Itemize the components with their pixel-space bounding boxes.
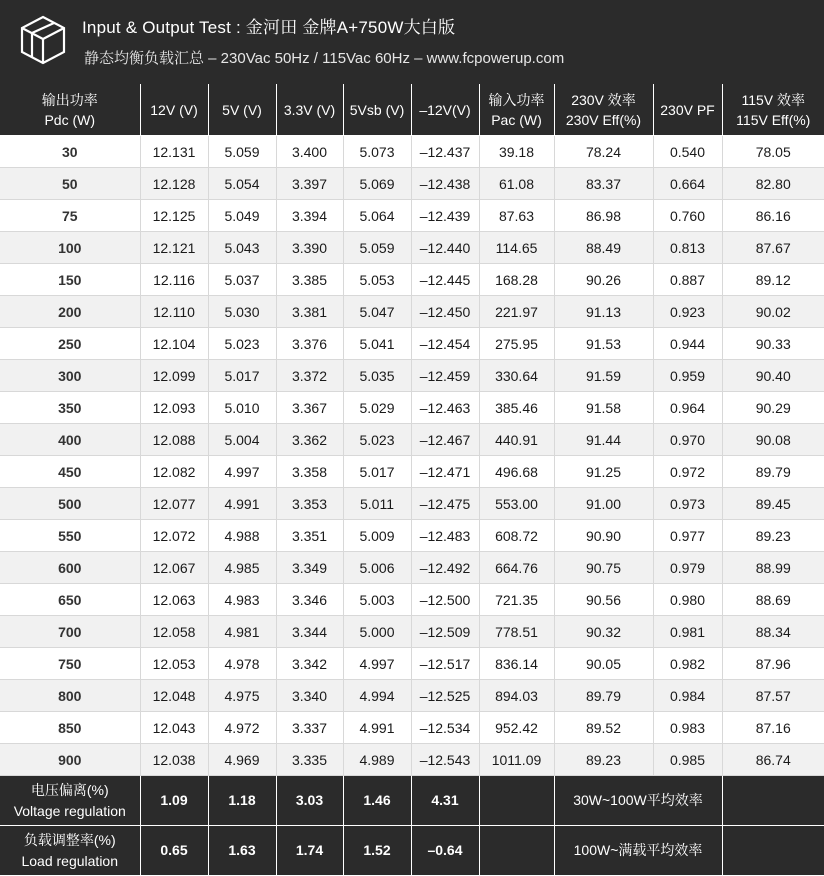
value-cell: 90.32 <box>554 616 653 648</box>
value-cell: 5.010 <box>208 392 276 424</box>
value-cell: –12.437 <box>411 136 479 168</box>
summary-value: 1.18 <box>208 776 276 826</box>
table-row <box>0 712 824 744</box>
value-cell: 4.991 <box>343 712 411 744</box>
value-cell: 78.24 <box>554 136 653 168</box>
table-row <box>0 520 824 552</box>
value-cell: 0.980 <box>653 584 722 616</box>
column-header-line2: 115V Eff(%) <box>736 111 811 128</box>
value-cell: 5.049 <box>208 200 276 232</box>
column-header-line1: 12V (V) <box>150 101 198 118</box>
value-cell: 12.110 <box>140 296 208 328</box>
average-efficiency-label: 30W~100W平均效率 <box>554 776 722 826</box>
summary-row <box>0 826 824 876</box>
column-header <box>140 84 208 136</box>
value-cell: 3.394 <box>276 200 343 232</box>
value-cell: 88.99 <box>722 552 824 584</box>
summary-label-cn: 负载调整率(%) <box>23 831 116 848</box>
value-cell: 0.984 <box>653 680 722 712</box>
value-cell: 87.16 <box>722 712 824 744</box>
value-cell: 894.03 <box>479 680 554 712</box>
value-cell: –12.500 <box>411 584 479 616</box>
column-header-line1: 230V 效率 <box>571 91 636 108</box>
value-cell: 496.68 <box>479 456 554 488</box>
value-cell: 0.664 <box>653 168 722 200</box>
value-cell: –12.483 <box>411 520 479 552</box>
value-cell: –12.543 <box>411 744 479 776</box>
value-cell: 0.977 <box>653 520 722 552</box>
value-cell: 4.988 <box>208 520 276 552</box>
value-cell: –12.445 <box>411 264 479 296</box>
value-cell: 86.16 <box>722 200 824 232</box>
value-cell: 5.059 <box>208 136 276 168</box>
value-cell: 91.59 <box>554 360 653 392</box>
value-cell: 3.367 <box>276 392 343 424</box>
summary-label-cn: 电压偏离(%) <box>30 781 109 798</box>
load-cell: 30 <box>0 136 140 168</box>
value-cell: 86.98 <box>554 200 653 232</box>
column-header <box>479 84 554 136</box>
value-cell: 90.26 <box>554 264 653 296</box>
value-cell: –12.475 <box>411 488 479 520</box>
value-cell: 0.923 <box>653 296 722 328</box>
value-cell: 5.030 <box>208 296 276 328</box>
load-cell: 550 <box>0 520 140 552</box>
value-cell: 3.372 <box>276 360 343 392</box>
value-cell: 3.362 <box>276 424 343 456</box>
value-cell: 5.035 <box>343 360 411 392</box>
load-cell: 350 <box>0 392 140 424</box>
value-cell: 3.390 <box>276 232 343 264</box>
value-cell: 5.029 <box>343 392 411 424</box>
value-cell: 3.381 <box>276 296 343 328</box>
value-cell: 221.97 <box>479 296 554 328</box>
value-cell: 90.29 <box>722 392 824 424</box>
results-table <box>0 84 824 875</box>
value-cell: 330.64 <box>479 360 554 392</box>
value-cell: 3.337 <box>276 712 343 744</box>
load-cell: 400 <box>0 424 140 456</box>
table-row <box>0 424 824 456</box>
value-cell: 0.813 <box>653 232 722 264</box>
value-cell: 0.972 <box>653 456 722 488</box>
table-row <box>0 488 824 520</box>
value-cell: 3.353 <box>276 488 343 520</box>
value-cell: 39.18 <box>479 136 554 168</box>
value-cell: 0.979 <box>653 552 722 584</box>
value-cell: 12.038 <box>140 744 208 776</box>
value-cell: 114.65 <box>479 232 554 264</box>
summary-label <box>0 826 140 876</box>
table-row <box>0 616 824 648</box>
value-cell: 3.346 <box>276 584 343 616</box>
table-row <box>0 648 824 680</box>
summary-value: 0.65 <box>140 826 208 876</box>
load-cell: 200 <box>0 296 140 328</box>
value-cell: 553.00 <box>479 488 554 520</box>
value-cell: 0.981 <box>653 616 722 648</box>
value-cell: –12.450 <box>411 296 479 328</box>
table-row <box>0 680 824 712</box>
column-header-line1: 230V PF <box>660 101 715 118</box>
page-title: Input & Output Test : 金河田 金牌A+750W大白版 <box>82 18 456 37</box>
column-header <box>653 84 722 136</box>
load-cell: 150 <box>0 264 140 296</box>
value-cell: 89.23 <box>722 520 824 552</box>
value-cell: 5.017 <box>208 360 276 392</box>
value-cell: –12.467 <box>411 424 479 456</box>
load-cell: 250 <box>0 328 140 360</box>
value-cell: 4.994 <box>343 680 411 712</box>
value-cell: 87.63 <box>479 200 554 232</box>
table-row <box>0 584 824 616</box>
value-cell: 90.08 <box>722 424 824 456</box>
load-cell: 100 <box>0 232 140 264</box>
summary-label-en: Voltage regulation <box>13 802 126 819</box>
load-cell: 450 <box>0 456 140 488</box>
value-cell: 5.009 <box>343 520 411 552</box>
value-cell: 0.970 <box>653 424 722 456</box>
value-cell: 5.059 <box>343 232 411 264</box>
value-cell: 0.887 <box>653 264 722 296</box>
table-header <box>0 84 824 136</box>
value-cell: 78.05 <box>722 136 824 168</box>
table-row <box>0 200 824 232</box>
value-cell: –12.525 <box>411 680 479 712</box>
load-cell: 800 <box>0 680 140 712</box>
value-cell: 0.983 <box>653 712 722 744</box>
value-cell: 4.975 <box>208 680 276 712</box>
summary-value: 4.31 <box>411 776 479 826</box>
column-header-line1: 5V (V) <box>222 101 262 118</box>
load-cell: 700 <box>0 616 140 648</box>
summary-empty-cell <box>479 826 554 876</box>
blank-cell <box>722 826 824 876</box>
value-cell: 5.006 <box>343 552 411 584</box>
value-cell: 721.35 <box>479 584 554 616</box>
value-cell: 3.376 <box>276 328 343 360</box>
value-cell: 168.28 <box>479 264 554 296</box>
summary-row <box>0 776 824 826</box>
value-cell: 12.104 <box>140 328 208 360</box>
value-cell: 440.91 <box>479 424 554 456</box>
value-cell: 88.69 <box>722 584 824 616</box>
value-cell: 0.985 <box>653 744 722 776</box>
load-cell: 50 <box>0 168 140 200</box>
value-cell: 12.082 <box>140 456 208 488</box>
value-cell: 3.340 <box>276 680 343 712</box>
value-cell: 3.351 <box>276 520 343 552</box>
summary-value: 1.74 <box>276 826 343 876</box>
value-cell: 5.017 <box>343 456 411 488</box>
table-row <box>0 360 824 392</box>
value-cell: 91.53 <box>554 328 653 360</box>
summary-value: 1.63 <box>208 826 276 876</box>
value-cell: –12.459 <box>411 360 479 392</box>
value-cell: 12.058 <box>140 616 208 648</box>
value-cell: 0.973 <box>653 488 722 520</box>
value-cell: 3.358 <box>276 456 343 488</box>
value-cell: 5.073 <box>343 136 411 168</box>
table-row <box>0 296 824 328</box>
column-header <box>276 84 343 136</box>
column-header-line2: Pac (W) <box>491 111 542 128</box>
value-cell: 82.80 <box>722 168 824 200</box>
value-cell: 5.054 <box>208 168 276 200</box>
column-header-line2: 230V Eff(%) <box>565 111 642 128</box>
blank-cell <box>722 776 824 826</box>
value-cell: 4.981 <box>208 616 276 648</box>
value-cell: 12.093 <box>140 392 208 424</box>
value-cell: 5.004 <box>208 424 276 456</box>
value-cell: 664.76 <box>479 552 554 584</box>
page-subtitle: 静态均衡负载汇总 – 230Vac 50Hz / 115Vac 60Hz – www.fcpowerup.com <box>84 50 565 67</box>
summary-value: 1.09 <box>140 776 208 826</box>
value-cell: 89.23 <box>554 744 653 776</box>
value-cell: 89.45 <box>722 488 824 520</box>
value-cell: 88.34 <box>722 616 824 648</box>
value-cell: 12.131 <box>140 136 208 168</box>
value-cell: 87.57 <box>722 680 824 712</box>
table-row <box>0 264 824 296</box>
column-header-line1: 输入功率 <box>488 91 545 108</box>
value-cell: 836.14 <box>479 648 554 680</box>
value-cell: 90.75 <box>554 552 653 584</box>
value-cell: 5.000 <box>343 616 411 648</box>
table-body <box>0 136 824 776</box>
value-cell: 0.959 <box>653 360 722 392</box>
value-cell: 4.989 <box>343 744 411 776</box>
value-cell: 89.12 <box>722 264 824 296</box>
table-row <box>0 456 824 488</box>
value-cell: 5.003 <box>343 584 411 616</box>
load-cell: 600 <box>0 552 140 584</box>
value-cell: 91.00 <box>554 488 653 520</box>
value-cell: 12.088 <box>140 424 208 456</box>
table-row <box>0 552 824 584</box>
value-cell: 61.08 <box>479 168 554 200</box>
load-cell: 300 <box>0 360 140 392</box>
load-cell: 900 <box>0 744 140 776</box>
value-cell: 4.997 <box>343 648 411 680</box>
value-cell: 90.05 <box>554 648 653 680</box>
value-cell: 385.46 <box>479 392 554 424</box>
load-cell: 850 <box>0 712 140 744</box>
value-cell: 3.344 <box>276 616 343 648</box>
value-cell: 91.13 <box>554 296 653 328</box>
value-cell: –12.509 <box>411 616 479 648</box>
value-cell: 87.96 <box>722 648 824 680</box>
value-cell: 778.51 <box>479 616 554 648</box>
value-cell: 5.064 <box>343 200 411 232</box>
value-cell: –12.439 <box>411 200 479 232</box>
summary-label <box>0 776 140 826</box>
summary-value: 1.46 <box>343 776 411 826</box>
value-cell: 5.011 <box>343 488 411 520</box>
value-cell: 12.099 <box>140 360 208 392</box>
summary-value: 1.52 <box>343 826 411 876</box>
value-cell: 4.997 <box>208 456 276 488</box>
column-header <box>343 84 411 136</box>
value-cell: 83.37 <box>554 168 653 200</box>
header-row <box>0 84 824 136</box>
value-cell: 90.02 <box>722 296 824 328</box>
value-cell: 5.047 <box>343 296 411 328</box>
value-cell: 12.125 <box>140 200 208 232</box>
value-cell: 5.053 <box>343 264 411 296</box>
column-header <box>722 84 824 136</box>
column-header-line1: –12V(V) <box>419 101 471 118</box>
value-cell: 3.400 <box>276 136 343 168</box>
value-cell: 5.069 <box>343 168 411 200</box>
value-cell: 3.335 <box>276 744 343 776</box>
value-cell: 4.991 <box>208 488 276 520</box>
column-header <box>554 84 653 136</box>
column-header-line1: 5Vsb (V) <box>349 101 405 118</box>
load-cell: 750 <box>0 648 140 680</box>
value-cell: 12.048 <box>140 680 208 712</box>
table-row <box>0 168 824 200</box>
table-row <box>0 744 824 776</box>
value-cell: 5.043 <box>208 232 276 264</box>
value-cell: 5.037 <box>208 264 276 296</box>
load-cell: 650 <box>0 584 140 616</box>
value-cell: –12.463 <box>411 392 479 424</box>
value-cell: 0.944 <box>653 328 722 360</box>
value-cell: 91.25 <box>554 456 653 488</box>
average-efficiency-label: 100W~满载平均效率 <box>554 826 722 876</box>
value-cell: 3.349 <box>276 552 343 584</box>
load-cell: 75 <box>0 200 140 232</box>
value-cell: –12.492 <box>411 552 479 584</box>
value-cell: 12.053 <box>140 648 208 680</box>
summary-empty-cell <box>479 776 554 826</box>
value-cell: 12.043 <box>140 712 208 744</box>
value-cell: 4.969 <box>208 744 276 776</box>
load-cell: 500 <box>0 488 140 520</box>
value-cell: 3.342 <box>276 648 343 680</box>
summary-value: 3.03 <box>276 776 343 826</box>
column-header <box>208 84 276 136</box>
value-cell: –12.471 <box>411 456 479 488</box>
value-cell: 91.58 <box>554 392 653 424</box>
value-cell: –12.454 <box>411 328 479 360</box>
value-cell: 5.023 <box>208 328 276 360</box>
column-header <box>411 84 479 136</box>
value-cell: 90.90 <box>554 520 653 552</box>
value-cell: 12.067 <box>140 552 208 584</box>
value-cell: 12.128 <box>140 168 208 200</box>
value-cell: 3.385 <box>276 264 343 296</box>
report-header <box>0 0 824 84</box>
value-cell: 90.56 <box>554 584 653 616</box>
column-header-line1: 3.3V (V) <box>283 101 336 118</box>
value-cell: 608.72 <box>479 520 554 552</box>
column-header-line1: 输出功率 <box>41 91 98 108</box>
summary-value: –0.64 <box>411 826 479 876</box>
value-cell: 86.74 <box>722 744 824 776</box>
summary-section <box>0 776 824 876</box>
table-row <box>0 136 824 168</box>
value-cell: 12.063 <box>140 584 208 616</box>
value-cell: 1011.09 <box>479 744 554 776</box>
cube-icon <box>20 15 66 65</box>
value-cell: 4.985 <box>208 552 276 584</box>
value-cell: 89.52 <box>554 712 653 744</box>
value-cell: 89.79 <box>722 456 824 488</box>
value-cell: 90.40 <box>722 360 824 392</box>
value-cell: 0.964 <box>653 392 722 424</box>
table-row <box>0 328 824 360</box>
column-header-line2: Pdc (W) <box>44 111 96 128</box>
value-cell: 3.397 <box>276 168 343 200</box>
value-cell: –12.438 <box>411 168 479 200</box>
value-cell: 0.540 <box>653 136 722 168</box>
value-cell: 4.972 <box>208 712 276 744</box>
table-row <box>0 392 824 424</box>
value-cell: –12.517 <box>411 648 479 680</box>
value-cell: 90.33 <box>722 328 824 360</box>
value-cell: 91.44 <box>554 424 653 456</box>
value-cell: 275.95 <box>479 328 554 360</box>
table-row <box>0 232 824 264</box>
value-cell: –12.534 <box>411 712 479 744</box>
value-cell: 12.121 <box>140 232 208 264</box>
value-cell: 0.760 <box>653 200 722 232</box>
value-cell: 952.42 <box>479 712 554 744</box>
value-cell: –12.440 <box>411 232 479 264</box>
value-cell: 4.978 <box>208 648 276 680</box>
value-cell: 88.49 <box>554 232 653 264</box>
column-header-line1: 115V 效率 <box>741 91 806 108</box>
value-cell: 89.79 <box>554 680 653 712</box>
value-cell: 5.041 <box>343 328 411 360</box>
summary-label-en: Load regulation <box>21 852 119 869</box>
value-cell: 12.072 <box>140 520 208 552</box>
column-header <box>0 84 140 136</box>
value-cell: 87.67 <box>722 232 824 264</box>
value-cell: 12.077 <box>140 488 208 520</box>
value-cell: 4.983 <box>208 584 276 616</box>
value-cell: 12.116 <box>140 264 208 296</box>
value-cell: 0.982 <box>653 648 722 680</box>
value-cell: 5.023 <box>343 424 411 456</box>
